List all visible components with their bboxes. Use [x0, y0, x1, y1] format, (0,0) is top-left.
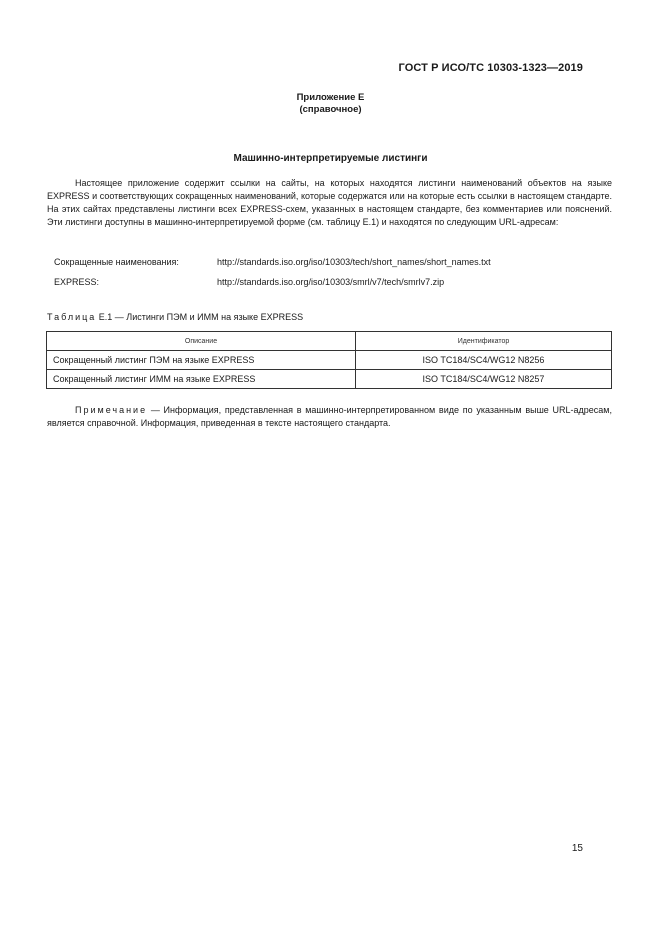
table-header-description: Описание — [47, 332, 356, 351]
section-title: Машинно-интерпретируемые листинги — [233, 153, 428, 164]
link-label: Сокращенные наименования: — [54, 257, 179, 267]
listings-table — [46, 331, 612, 389]
link-label: EXPRESS: — [54, 277, 100, 287]
table-row — [47, 370, 612, 389]
table-cell-description: Сокращенный листинг ПЭМ на языке EXPRESS — [47, 351, 356, 370]
link-url[interactable]: http://standards.iso.org/iso/10303/smrl/v7/tech/smrlv7.zip — [217, 277, 445, 287]
intro-paragraph: Настоящее приложение содержит ссылки на сайты, на которых находятся листинги наименований объектов на языке EXPRESS и соответствующих сокращенных наименований, которые содержатся или на которые есть ссылки в настоящем стандарте. На этих сайтах представлены листинги всех EXPRESS-схем, указанных в настоящем стандарте, без комментариев или пояснений. Эти листинги доступны в машинно-интерпретируемой форме (см. таблицу Е.1) и находятся по следующим URL-адресам: — [47, 178, 612, 227]
table-row — [47, 351, 612, 370]
note-text: — Информация, представленная в машинно-интерпретированном виде по указанным выше URL-адресам, является справочной. Информация, приведенная в тексте настоящего стандарта. — [47, 405, 612, 428]
table-header-identifier: Идентификатор — [356, 332, 612, 351]
table-cell-identifier: ISO TC184/SC4/WG12 N8257 — [356, 370, 612, 389]
annex-subtitle: (справочное) — [299, 104, 362, 115]
table-caption-prefix: Таблица — [47, 312, 97, 322]
annex-title: Приложение Е — [296, 92, 365, 103]
note-paragraph — [47, 404, 612, 430]
table-cell-identifier: ISO TC184/SC4/WG12 N8256 — [356, 351, 612, 370]
page-number: 15 — [571, 843, 583, 854]
link-url[interactable]: http://standards.iso.org/iso/10303/tech/short_names/short_names.txt — [217, 257, 491, 267]
note-prefix: Примечание — [75, 405, 148, 415]
table-caption-text: Е.1 — Листинги ПЭМ и ИММ на языке EXPRESS — [96, 312, 304, 322]
annex-heading — [0, 92, 661, 116]
table-cell-description: Сокращенный листинг ИММ на языке EXPRESS — [47, 370, 356, 389]
table-caption — [47, 312, 303, 322]
document-code: ГОСТ Р ИСО/ТС 10303-1323—2019 — [398, 62, 583, 74]
table-header-row — [47, 332, 612, 351]
